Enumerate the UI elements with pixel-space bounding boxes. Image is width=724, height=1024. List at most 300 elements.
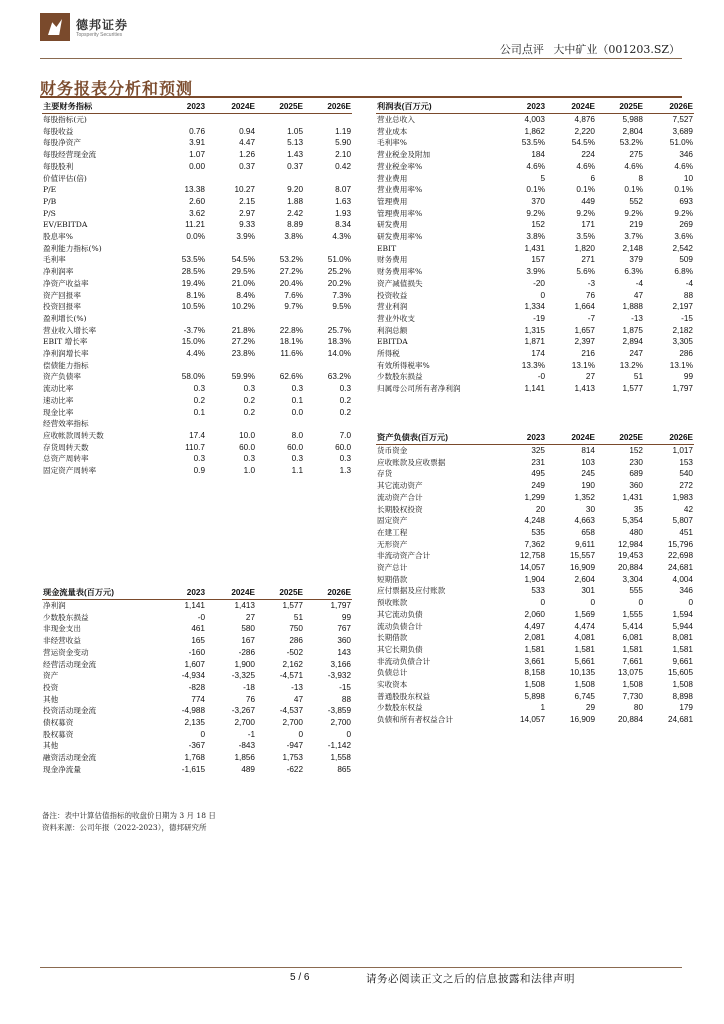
cell-value: 5,944 [672,621,693,631]
cell-value: 1,581 [524,644,545,654]
cell-value [158,313,206,325]
row-label: 每股收益 [43,126,74,136]
table-row [42,407,352,419]
page-title: 财务报表分析和预测 [40,79,194,98]
cell-value: 14,057 [519,563,545,573]
table-row [376,468,694,480]
table-row [42,705,352,717]
cell-value: 88 [341,694,351,704]
cell-value: 27.2% [279,267,303,277]
row-label: 投资 [43,682,59,692]
column-header: 2025E [596,100,644,114]
row-label: 资产减值损失 [377,278,423,288]
column-header: 2023 [498,431,546,445]
cell-value: 10.5% [181,302,205,312]
row-label: 债权募资 [43,718,74,728]
cell-value [206,173,256,185]
table-row [376,313,694,325]
cell-value: -4,571 [279,671,303,681]
row-label: 盈利增长(%) [43,313,87,323]
table-row [376,371,694,383]
cell-value: 14.0% [327,349,351,359]
column-header: 2023 [498,100,546,114]
table-row [376,184,694,196]
table-row [42,243,352,255]
table-row [376,266,694,278]
row-label: 净资产收益率 [43,278,89,288]
row-label: 每股指标(元) [43,115,87,124]
row-label: 非流动资产合计 [377,551,431,561]
cell-value: 2,700 [234,718,255,728]
cell-value: 245 [581,469,595,479]
table-row [42,465,352,477]
row-label: 负债总计 [377,668,408,678]
cell-value: 20.2% [327,278,351,288]
table-row [376,348,694,360]
row-label: 营业收入增长率 [43,325,97,335]
cell-value: 3,661 [524,656,545,666]
cell-value: 1.26 [239,150,255,160]
table-row [42,670,352,682]
row-label: 营业税金率% [377,161,423,171]
row-label: 营运资金变动 [43,647,89,657]
row-label: 净利润增长率 [43,349,89,359]
cell-value: 580 [241,624,255,634]
cell-value: 865 [337,764,351,774]
cell-value: 2,604 [574,574,595,584]
cell-value [304,173,352,185]
cell-value: 1,797 [330,601,351,610]
table-row [376,114,694,126]
cell-value: 1,299 [524,492,545,502]
cell-value: 767 [337,624,351,634]
cell-value: 19.4% [181,278,205,288]
cell-value: 4,003 [524,115,545,124]
cell-value: 3.8% [526,232,545,242]
table-row [376,457,694,469]
cell-value: 15.0% [181,337,205,347]
cell-value: 53.5% [181,255,205,265]
row-label: 其它长期负债 [377,644,423,654]
row-label: 流动负债合计 [377,621,423,631]
cell-value: 1,413 [574,384,595,394]
cell-value: 2,081 [524,633,545,643]
cell-value: 9,661 [672,656,693,666]
cell-value: 18.1% [279,337,303,347]
table-row [42,231,352,243]
cell-value: 0.3 [243,454,255,464]
row-label: 每股净资产 [43,138,81,148]
row-label: 归属母公司所有者净利润 [377,384,461,394]
cell-value: 184 [531,150,545,160]
cell-value: 3.6% [674,232,693,242]
column-header: 2024E [546,100,596,114]
cell-value [206,313,256,325]
notes [42,810,216,834]
cell-value: 9.33 [239,220,255,230]
cell-value: 6,745 [574,691,595,701]
cell-value: 1,508 [574,680,595,690]
cell-value: 0.37 [287,161,303,171]
table-row [376,621,694,633]
row-label: 投资收益 [377,290,408,300]
table-row [376,644,694,656]
row-label: 固定资产 [377,516,408,526]
cell-value: 1,017 [672,446,693,455]
cell-value: 1,431 [622,492,643,502]
column-header: 2025E [596,431,644,445]
cell-value: 0.37 [239,161,255,171]
cell-value: 4,663 [574,516,595,526]
cell-value: 4,248 [524,516,545,526]
cell-value: 15,557 [569,551,595,561]
row-label: 资产负债率 [43,372,81,382]
cell-value: 449 [581,196,595,206]
table-row [376,504,694,516]
cell-value: 0.42 [335,161,351,171]
table-row [42,453,352,465]
table-row [42,647,352,659]
cell-value: 1,558 [330,753,351,763]
table-row [42,635,352,647]
cell-value: -19 [533,313,545,323]
table-row [376,656,694,668]
cell-value: 179 [679,703,693,713]
header-divider [40,58,682,59]
cell-value: 1,413 [234,601,255,610]
cell-value: 379 [629,255,643,265]
cell-value: 4.3% [332,232,351,242]
cell-value: 1,508 [672,680,693,690]
cell-value: 59.9% [231,372,255,382]
income-statement-table [376,100,694,395]
row-label: 非流动负债合计 [377,656,431,666]
table-header-row [42,586,352,600]
cell-value: 23.8% [231,349,255,359]
table-row [42,278,352,290]
cell-value: 12,758 [519,551,545,561]
cell-value: 2,700 [330,718,351,728]
row-label: 其它流动资产 [377,481,423,491]
cell-value: 12,984 [617,539,643,549]
note-valuation-date: 备注：表中计算估值指标的收盘价日期为 3 月 18 日 [42,811,216,820]
cell-value: 17.4 [189,430,205,440]
cell-value: -3 [587,278,595,288]
cell-value: 1,820 [574,243,595,253]
cell-value: 275 [629,150,643,160]
cell-value [158,173,206,185]
cell-value: 10.0 [239,430,255,440]
table-row [42,196,352,208]
cell-value: 25.2% [327,267,351,277]
table-row [376,301,694,313]
cell-value: 4.6% [526,161,545,171]
cell-value: -4 [635,278,643,288]
cell-value: 286 [679,349,693,359]
row-label: 营业外收支 [377,313,415,323]
cell-value [256,243,304,255]
cell-value: 2,804 [622,126,643,136]
table-row [42,114,352,126]
cell-value: 1,594 [672,609,693,619]
cell-value: 4.6% [674,161,693,171]
table-row [376,562,694,574]
cell-value: -1 [247,729,255,739]
row-label: 实收资本 [377,680,408,690]
cell-value: 1,856 [234,753,255,763]
table-row [42,266,352,278]
cell-value: 76 [585,290,595,300]
cell-value: -4,988 [181,706,205,716]
cell-value: 13.1% [571,360,595,370]
table-row [42,418,352,430]
cell-value: 689 [629,469,643,479]
cell-value: 1,904 [524,574,545,584]
row-label: 价值评估(倍) [43,173,87,183]
cell-value: 1,983 [672,492,693,502]
report-type: 公司点评 [499,43,544,56]
table-row [42,290,352,302]
cell-value: 8.4% [236,290,255,300]
row-label: 有效所得税率% [377,360,430,370]
cell-value: 51 [633,372,643,382]
table-row [42,764,352,776]
cell-value: 15,605 [667,668,693,678]
cell-value: -1,142 [327,741,351,751]
cell-value: 216 [581,349,595,359]
table-row [42,325,352,337]
cell-value: 9.7% [284,302,303,312]
cell-value: 1,862 [524,126,545,136]
cell-value: 1.05 [287,126,303,136]
cell-value: -3,267 [231,706,255,716]
table-row [42,612,352,624]
cell-value: 0.2 [339,407,351,417]
cell-value: 8.07 [335,185,351,195]
cell-value [206,114,256,126]
cell-value: 7,661 [622,656,643,666]
table-row [376,161,694,173]
table-row [42,219,352,231]
cell-value: 8.1% [186,290,205,300]
cell-value: 165 [191,636,205,646]
cell-value: 1.43 [287,150,303,160]
table-title: 现金流量表(百万元) [42,586,158,600]
column-header: 2026E [304,100,352,114]
cell-value: 1,141 [184,601,205,610]
table-row [42,395,352,407]
cell-value: 9,611 [575,539,595,549]
cell-value: 0.3 [291,454,303,464]
cell-value: 1,797 [672,384,693,394]
cell-value: 25.7% [327,325,351,335]
table-row [42,208,352,220]
cell-value: 0.1% [674,185,693,195]
cell-value: 370 [531,196,545,206]
cell-value: 540 [679,469,693,479]
cell-value: 4,497 [524,621,545,631]
cell-value: 0.94 [239,126,255,136]
cell-value: 80 [633,703,643,713]
cell-value: 0.1% [576,185,595,195]
cell-value: 0.3 [339,384,351,394]
table-row [376,219,694,231]
table-row [42,336,352,348]
cell-value: 62.6% [279,372,303,382]
table-row [376,208,694,220]
column-header: 2026E [304,586,352,600]
cell-value: 8,158 [524,668,545,678]
row-label: 速动比率 [43,395,74,405]
company-logo [40,10,180,44]
row-label: 在建工程 [377,527,408,537]
row-label: 每股经营现金流 [43,150,97,160]
cell-value: 0 [590,598,595,608]
cell-value: 8.0 [291,430,303,440]
table-row [42,682,352,694]
table-row [42,729,352,741]
cell-value: 495 [531,469,545,479]
cell-value: -3,859 [327,706,351,716]
row-label: 管理费用率% [377,208,423,218]
table-row [42,752,352,764]
cell-value: 271 [581,255,595,265]
cell-value: 555 [629,586,643,596]
cell-value: 2,700 [282,718,303,728]
cell-value: 4,876 [574,115,595,124]
cell-value: 5,988 [622,115,643,124]
cell-value: 14,057 [519,715,545,725]
cell-value: 5 [540,173,545,183]
cell-value: 1,334 [524,302,545,312]
cell-value [206,360,256,372]
cell-value: 1.63 [335,196,351,206]
table-row [42,149,352,161]
table-row [376,336,694,348]
logo-name: 德邦证券 [76,18,129,32]
cell-value: 0.2 [243,407,255,417]
cell-value: 9.5% [332,302,351,312]
row-label: 利润总额 [377,325,408,335]
row-label: 总资产周转率 [43,454,89,464]
cell-value: 1.19 [335,126,351,136]
cell-value: 6 [590,173,595,183]
row-label: 其他 [43,741,59,751]
cell-value: 814 [581,446,595,455]
cell-value: 24,681 [667,715,693,725]
row-label: 营业总收入 [377,115,415,124]
cell-value: 2.42 [287,208,303,218]
table-title: 主要财务指标 [42,100,158,114]
cell-value: 88 [683,290,693,300]
cell-value: 1,875 [622,325,643,335]
cell-value: 22.8% [279,325,303,335]
cell-value: 2,162 [282,659,303,669]
balance-sheet-table [376,431,694,726]
cell-value: 286 [289,636,303,646]
table-row [376,585,694,597]
cell-value: 0 [540,598,545,608]
row-label: P/E [43,185,57,195]
cell-value: 63.2% [327,372,351,382]
cell-value: 2.97 [239,208,255,218]
cell-value: 2,894 [622,337,643,347]
cell-value: 16,909 [569,715,595,725]
table-row [376,126,694,138]
cell-value: -160 [188,647,205,657]
cell-value [304,114,352,126]
cell-value: 4.4% [186,349,205,359]
cell-value: 269 [679,220,693,230]
row-label: 资产总计 [377,563,408,573]
row-label: 少数股东损益 [43,612,89,622]
cell-value: -286 [238,647,255,657]
cell-value: -18 [243,682,255,692]
cell-value: 509 [679,255,693,265]
table-row [376,550,694,562]
row-label: 存货周转天数 [43,442,89,452]
table-row [42,161,352,173]
row-label: 其他 [43,694,59,704]
cell-value: 2.10 [335,150,351,160]
table-row [376,679,694,691]
cell-value: -367 [188,741,205,751]
row-label: 投资回报率 [43,302,81,312]
cell-value: 301 [581,586,595,596]
row-label: 毛利率 [43,255,66,265]
cell-value: 190 [581,481,595,491]
cell-value: 0.3 [193,384,205,394]
cell-value: 157 [531,255,545,265]
cell-value: 0.1 [193,407,205,417]
table-title: 资产负债表(百万元) [376,431,498,445]
row-label: 负债和所有者权益合计 [377,715,453,725]
row-label: 长期借款 [377,633,408,643]
cell-value: 24,681 [667,563,693,573]
row-label: 应收账款及应收票据 [377,457,446,467]
row-label: 资产 [43,671,59,681]
table-row [376,173,694,185]
cell-value: 15,796 [667,539,693,549]
cell-value: 22,698 [667,551,693,561]
table-row [42,383,352,395]
cell-value: 13,075 [617,668,643,678]
cell-value: -3,932 [327,671,351,681]
row-label: 经营效率指标 [43,419,89,429]
cell-value: 27 [585,372,595,382]
cell-value: 249 [531,481,545,491]
cell-value: 0 [638,598,643,608]
row-label: 货币资金 [377,446,408,455]
cell-value: 5.13 [287,138,303,148]
cell-value: 3.7% [624,232,643,242]
cell-value: 51 [293,612,303,622]
cell-value: 3.9% [236,232,255,242]
row-label: 存货 [377,469,393,479]
table-row [376,597,694,609]
column-header: 2026E [644,431,694,445]
cell-value: 2,148 [622,243,643,253]
table-row [42,717,352,729]
cell-value: 461 [191,624,205,634]
cell-value: 0.1 [291,395,303,405]
table-row [376,137,694,149]
row-label: EV/EBITDA [43,220,88,230]
cell-value: 5,661 [574,656,595,666]
cell-value: 47 [633,290,643,300]
cell-value: 76 [245,694,255,704]
cell-value: 27.2% [231,337,255,347]
